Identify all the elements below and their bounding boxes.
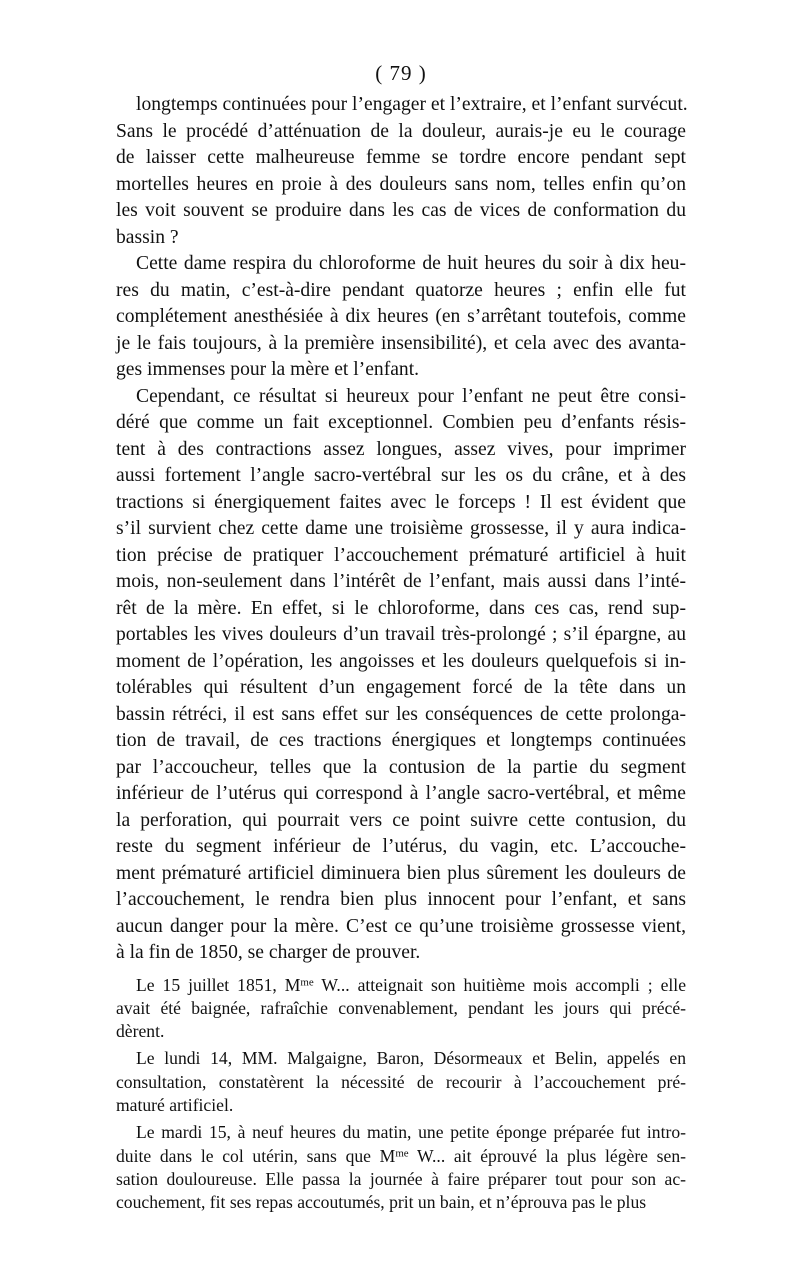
- text-line: tolérables qui résultent d’un engagement forcé de la tête dans un: [116, 677, 686, 698]
- paragraph: [116, 92, 686, 251]
- text-line: aucun danger pour la mère. C’est ce qu’une troisième grossesse vient,: [116, 915, 686, 937]
- text-line: ges immenses pour la mère et l’enfant.: [116, 359, 420, 380]
- paragraph: [116, 1047, 686, 1117]
- text-line: mortelles heures en proie à des douleurs sans nom, telles enfin qu’on: [116, 173, 686, 195]
- text-line: consultation, constatèrent la nécessité de recourir à l’accouchement pré-: [116, 1071, 686, 1092]
- text-line: la perforation, qui pourrait vers ce point suivre cette contusion, du: [116, 809, 686, 831]
- page-number: ( 79 ): [375, 61, 427, 85]
- text-line: portables les vives douleurs d’un travail très-prolongé ; s’il épargne, au: [116, 624, 686, 645]
- text-line: dèrent.: [116, 1021, 165, 1042]
- text-line: ment prématuré artificiel diminuera bien plus sûrement les douleurs de: [116, 862, 686, 884]
- text-line: aussi fortement l’angle sacro-vertébral sur les os du crâne, et à des: [116, 465, 686, 486]
- text-line: longtemps continuées pour l’engager et l’extraire, et l’enfant survécut.: [136, 94, 688, 115]
- text-line: inférieur de l’utérus qui correspond à l’angle sacro-vertébral, et même: [116, 783, 686, 804]
- text-line: de laisser cette malheureuse femme se tordre encore pendant sept: [116, 147, 686, 168]
- text-line: couchement, fit ses repas accoutumés, prit un bain, et n’éprouva pas le plus: [116, 1192, 647, 1213]
- text-line: complétement anesthésiée à dix heures (en s’arrêtant toutefois, comme: [116, 306, 686, 327]
- text-line: maturé artificiel.: [116, 1094, 234, 1115]
- text-line: Le mardi 15, à neuf heures du matin, une petite éponge préparée fut intro-: [136, 1122, 686, 1143]
- text-line: sation douloureuse. Elle passa la journée à faire préparer tout pour son ac-: [116, 1168, 686, 1189]
- text-line: l’accouchement, le rendra bien plus innocent pour l’enfant, et sans: [116, 889, 686, 910]
- text-line: déré que comme un fait exceptionnel. Combien peu d’enfants résis-: [116, 412, 686, 433]
- text-line: Le 15 juillet 1851, $M^{me}$ W... atteignait son huitième mois accompli ; elle: [136, 974, 686, 995]
- text-line: par l’accoucheur, telles que la contusion de la partie du segment: [116, 756, 686, 778]
- text-line: les voit souvent se produire dans les cas de vices de conformation du: [116, 200, 686, 221]
- text-line: reste du segment inférieur de l’utérus, du vagin, etc. L’accouche-: [116, 836, 686, 857]
- text-line: bassin rétréci, il est sans effet sur les conséquences de cette prolonga-: [116, 703, 686, 725]
- text-line: moment de l’opération, les angoisses et les douleurs quelquefois si in-: [116, 650, 686, 672]
- text-line: tractions si énergiquement faites avec le forceps ! Il est évident que: [116, 491, 686, 513]
- case-notes: [116, 974, 686, 1215]
- text-line: à la fin de 1850, se charger de prouver.: [116, 942, 421, 963]
- text-line: mois, non-seulement dans l’intérêt de l’enfant, mais aussi dans l’inté-: [116, 571, 686, 592]
- text-line: s’il survient chez cette dame une troisième grossesse, il y aura indica-: [116, 518, 686, 539]
- paragraph: [116, 384, 686, 967]
- text-line: Cependant, ce résultat si heureux pour l’enfant ne peut être consi-: [136, 385, 686, 407]
- book-page: [116, 60, 686, 1214]
- text-line: tent à des contractions assez longues, assez vives, pour imprimer: [116, 438, 686, 460]
- text-line: duite dans le col utérin, sans que $M^{me}$ W... ait éprouvé la plus légère sen-: [116, 1145, 686, 1166]
- spacer: [116, 967, 686, 970]
- text-line: rêt de la mère. En effet, si le chloroforme, dans ces cas, rend sup-: [116, 597, 686, 619]
- text-line: Le lundi 14, MM. Malgaigne, Baron, Désormeaux et Belin, appelés en: [136, 1048, 686, 1069]
- text-line: Sans le procédé d’atténuation de la douleur, aurais-je eu le courage: [116, 120, 686, 142]
- text-line: avait été baignée, rafraîchie convenablement, pendant les jours qui précé-: [116, 997, 686, 1018]
- main-text: [116, 92, 686, 967]
- paragraph: [116, 1121, 686, 1214]
- paragraph: [116, 251, 686, 384]
- text-line: je le fais toujours, à la première insensibilité), et cela avec des avanta-: [116, 332, 686, 354]
- text-line: Cette dame respira du chloroforme de huit heures du soir à dix heu-: [136, 253, 686, 274]
- paragraph: [116, 974, 686, 1044]
- text-line: res du matin, c’est-à-dire pendant quatorze heures ; enfin elle fut: [116, 279, 686, 301]
- text-line: tion précise de pratiquer l’accouchement prématuré artificiel à huit: [116, 544, 686, 566]
- text-line: bassin ?: [116, 226, 179, 248]
- text-line: tion de travail, de ces tractions énergiques et longtemps continuées: [116, 730, 686, 751]
